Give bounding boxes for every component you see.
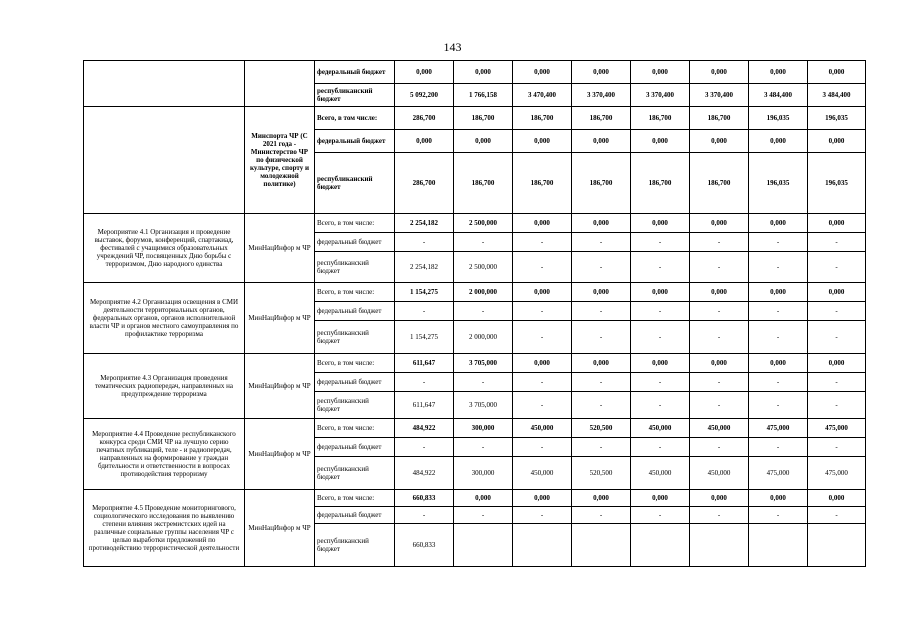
value-cell: - [572,438,631,457]
value-cell [513,524,572,567]
funding-source: федеральный бюджет [315,233,395,252]
table-row [84,214,866,233]
value-cell: - [808,321,866,354]
value-cell: 0,000 [454,61,513,84]
value-cell: 2 000,000 [454,283,513,302]
value-cell: 0,000 [690,283,749,302]
value-cell: 186,700 [513,107,572,130]
value-cell: 186,700 [513,153,572,214]
value-cell: 660,833 [395,524,454,567]
value-cell: 0,000 [454,490,513,507]
value-cell: 0,000 [395,130,454,153]
funding-source: республиканский бюджет [315,84,395,107]
value-cell: 0,000 [454,130,513,153]
funding-source: федеральный бюджет [315,302,395,321]
funding-source: федеральный бюджет [315,373,395,392]
value-cell: - [572,302,631,321]
value-cell: 196,035 [808,153,866,214]
value-cell: - [454,438,513,457]
value-cell: - [749,438,808,457]
value-cell: 186,700 [690,107,749,130]
value-cell: - [513,321,572,354]
value-cell: - [454,507,513,524]
value-cell: 196,035 [749,107,808,130]
value-cell: - [513,302,572,321]
value-cell [749,524,808,567]
value-cell: - [454,373,513,392]
measure-title: Мероприятие 4.2 Организация освещения в СМИ деятельности территориальных органов, федеральных органов, органов исполнительной власти ЧР и органов местного самоуправления по профилактике терроризма [84,283,245,354]
value-cell: - [513,438,572,457]
measure-title: Мероприятие 4.3 Организация проведения тематических радиопередач, направленных на предупреждение терроризма [84,354,245,419]
value-cell: - [513,507,572,524]
value-cell: 196,035 [749,153,808,214]
value-cell: - [690,233,749,252]
value-cell: 0,000 [631,354,690,373]
value-cell: 186,700 [631,107,690,130]
value-cell: - [749,252,808,283]
value-cell: - [808,302,866,321]
value-cell [631,524,690,567]
value-cell: - [690,321,749,354]
value-cell: 286,700 [395,153,454,214]
table-row [84,107,866,130]
value-cell: 0,000 [513,490,572,507]
value-cell: - [690,252,749,283]
value-cell: - [454,233,513,252]
value-cell: 0,000 [631,490,690,507]
value-cell: 300,000 [454,419,513,438]
value-cell: 0,000 [749,214,808,233]
executor-cell: МинНацИнфор м ЧР [245,354,315,419]
value-cell: - [513,233,572,252]
value-cell: - [690,373,749,392]
value-cell: 0,000 [631,61,690,84]
value-cell: - [749,321,808,354]
value-cell: 3 370,400 [690,84,749,107]
value-cell: 450,000 [513,457,572,490]
value-cell: - [395,438,454,457]
value-cell: 0,000 [395,61,454,84]
value-cell: - [808,392,866,419]
measure-title: Мероприятие 4.1 Организация и проведение выставок, форумов, конференций, спартакиад, фестивалей с учащимися образовательных учреждений ЧР, посвященных Дню борьбы с терроризмом, Дню народного единства [84,214,245,283]
value-cell: 3 705,000 [454,392,513,419]
value-cell: 0,000 [808,130,866,153]
funding-source: Всего, в том числе: [315,354,395,373]
value-cell: 5 092,200 [395,84,454,107]
value-cell: 0,000 [572,130,631,153]
value-cell: 475,000 [808,457,866,490]
program-funding-table [83,60,866,567]
value-cell: 660,833 [395,490,454,507]
value-cell: 0,000 [690,490,749,507]
value-cell: - [572,392,631,419]
value-cell: - [690,302,749,321]
measure-title: Мероприятие 4.5 Проведение мониторингового, социологического исследования по выявлению степени влияния экстремистских идей на различные социальные группы населения ЧР с целью выработки предложений по противодействию террористической деятельности [84,490,245,567]
value-cell: - [749,507,808,524]
value-cell: 0,000 [572,354,631,373]
value-cell: - [808,252,866,283]
value-cell: 0,000 [808,214,866,233]
funding-source: Всего, в том числе: [315,490,395,507]
table-row [84,61,866,84]
value-cell: 2 000,000 [454,321,513,354]
value-cell: 0,000 [749,490,808,507]
value-cell: - [749,233,808,252]
value-cell: 186,700 [454,153,513,214]
value-cell: 186,700 [454,107,513,130]
value-cell: - [631,507,690,524]
funding-source: Всего, в том числе: [315,419,395,438]
value-cell: - [572,373,631,392]
value-cell: 0,000 [513,61,572,84]
funding-source: федеральный бюджет [315,61,395,84]
executor-cell: МинНацИнфор м ЧР [245,419,315,490]
event-cell-empty [84,61,245,107]
value-cell: - [690,507,749,524]
value-cell: - [395,233,454,252]
value-cell: 611,647 [395,392,454,419]
value-cell: 3 484,400 [749,84,808,107]
value-cell [454,524,513,567]
value-cell: - [631,438,690,457]
value-cell: 2 500,000 [454,252,513,283]
value-cell: 3 370,400 [631,84,690,107]
value-cell: - [572,507,631,524]
funding-source: Всего, в том числе: [315,283,395,302]
value-cell: 0,000 [572,61,631,84]
value-cell: 0,000 [631,130,690,153]
value-cell: 300,000 [454,457,513,490]
funding-source: республиканский бюджет [315,457,395,490]
value-cell: 0,000 [513,214,572,233]
value-cell: 0,000 [749,354,808,373]
value-cell: - [749,392,808,419]
value-cell: - [690,392,749,419]
value-cell: 450,000 [513,419,572,438]
value-cell: 520,500 [572,419,631,438]
value-cell: 1 154,275 [395,283,454,302]
value-cell: 186,700 [572,153,631,214]
value-cell: 0,000 [749,130,808,153]
event-cell-empty [84,107,245,214]
value-cell: 484,922 [395,457,454,490]
value-cell: - [808,233,866,252]
value-cell: 0,000 [808,283,866,302]
measure-title: Мероприятие 4.4 Проведение республиканского конкурса среди СМИ ЧР на лучшую серию печатных публикаций, теле - и радиопередач, направленных на формирование у граждан бдительности и ответственности в вопросах противодействия терроризму [84,419,245,490]
value-cell: 0,000 [572,283,631,302]
value-cell: 0,000 [808,354,866,373]
value-cell: - [631,321,690,354]
value-cell: 186,700 [631,153,690,214]
value-cell: 2 254,182 [395,214,454,233]
value-cell: - [395,373,454,392]
value-cell: 2 500,000 [454,214,513,233]
value-cell: - [513,392,572,419]
value-cell: - [808,373,866,392]
value-cell: 0,000 [513,130,572,153]
value-cell: - [808,438,866,457]
funding-source: республиканский бюджет [315,321,395,354]
value-cell: 0,000 [513,354,572,373]
value-cell: - [631,233,690,252]
value-cell: 0,000 [808,61,866,84]
value-cell: 450,000 [631,419,690,438]
value-cell: 611,647 [395,354,454,373]
executor-cell: Минспорта ЧР (С 2021 года - Министерство ЧР по физической культуре, спорту и молодежной политике) [245,107,315,214]
funding-source: республиканский бюджет [315,153,395,214]
value-cell [572,524,631,567]
value-cell: 2 254,182 [395,252,454,283]
value-cell: 450,000 [631,457,690,490]
funding-source: Всего, в том числе: [315,107,395,130]
value-cell: 186,700 [572,107,631,130]
table-row [84,283,866,302]
value-cell: - [631,252,690,283]
value-cell: 0,000 [690,61,749,84]
funding-source: республиканский бюджет [315,392,395,419]
executor-cell-empty [245,61,315,107]
executor-cell: МинНацИнфор м ЧР [245,490,315,567]
value-cell: - [749,302,808,321]
value-cell: 0,000 [690,354,749,373]
value-cell: 475,000 [808,419,866,438]
value-cell: 0,000 [631,283,690,302]
value-cell: 0,000 [749,61,808,84]
value-cell: - [631,373,690,392]
value-cell: 475,000 [749,457,808,490]
value-cell: 0,000 [690,130,749,153]
page-number: 143 [443,40,462,54]
value-cell: 1 766,158 [454,84,513,107]
funding-source: федеральный бюджет [315,130,395,153]
value-cell: 475,000 [749,419,808,438]
value-cell: 0,000 [572,214,631,233]
executor-cell: МинНацИнфор м ЧР [245,283,315,354]
funding-source: Всего, в том числе: [315,214,395,233]
value-cell: 0,000 [808,490,866,507]
value-cell: - [631,302,690,321]
value-cell: - [749,373,808,392]
funding-source: федеральный бюджет [315,507,395,524]
executor-cell: МинНацИнфор м ЧР [245,214,315,283]
value-cell: - [572,252,631,283]
value-cell [690,524,749,567]
table-row [84,354,866,373]
value-cell: - [631,392,690,419]
value-cell: 0,000 [513,283,572,302]
value-cell: 0,000 [631,214,690,233]
value-cell: - [513,252,572,283]
value-cell: 0,000 [749,283,808,302]
value-cell: - [690,438,749,457]
funding-source: федеральный бюджет [315,438,395,457]
funding-source: республиканский бюджет [315,252,395,283]
value-cell: 196,035 [808,107,866,130]
value-cell: 0,000 [690,214,749,233]
value-cell [808,524,866,567]
table-row [84,419,866,438]
value-cell: - [513,373,572,392]
value-cell: - [572,321,631,354]
value-cell: - [454,302,513,321]
value-cell: - [395,507,454,524]
value-cell: 186,700 [690,153,749,214]
value-cell: 484,922 [395,419,454,438]
value-cell: - [572,233,631,252]
value-cell: 3 705,000 [454,354,513,373]
value-cell: 450,000 [690,457,749,490]
value-cell: 3 470,400 [513,84,572,107]
value-cell: 3 370,400 [572,84,631,107]
value-cell: 3 484,400 [808,84,866,107]
value-cell: 1 154,275 [395,321,454,354]
table-row [84,490,866,507]
value-cell: 520,500 [572,457,631,490]
value-cell: - [395,302,454,321]
value-cell: - [808,507,866,524]
value-cell: 450,000 [690,419,749,438]
value-cell: 286,700 [395,107,454,130]
value-cell: 0,000 [572,490,631,507]
funding-source: республиканский бюджет [315,524,395,567]
